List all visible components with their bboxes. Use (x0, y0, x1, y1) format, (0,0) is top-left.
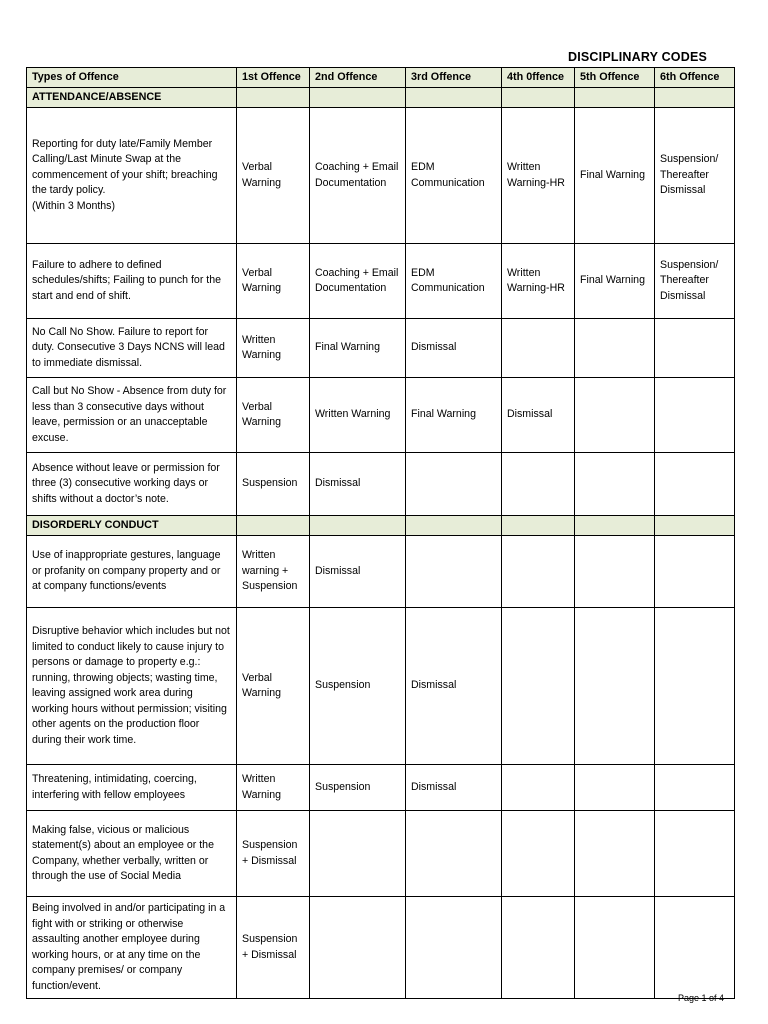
section-title: DISORDERLY CONDUCT (27, 516, 237, 536)
section-empty-cell (237, 88, 310, 108)
penalty-cell-offence-6 (655, 453, 735, 516)
penalty-cell-offence-3: EDM Communication (406, 244, 502, 319)
penalty-cell-offence-5 (575, 378, 655, 453)
penalty-cell-offence-2 (310, 811, 406, 897)
penalty-cell-offence-5 (575, 897, 655, 999)
penalty-cell-offence-3 (406, 897, 502, 999)
penalty-cell-offence-5 (575, 453, 655, 516)
table-row (27, 244, 735, 319)
table-row (27, 897, 735, 999)
section-empty-cell (406, 516, 502, 536)
section-empty-cell (502, 516, 575, 536)
penalty-cell-offence-4 (502, 765, 575, 811)
table-row (27, 608, 735, 765)
penalty-cell-offence-3: Dismissal (406, 765, 502, 811)
table-row (27, 108, 735, 244)
header-6th-offence: 6th Offence (655, 68, 735, 88)
header-types-of-offence: Types of Offence (27, 68, 237, 88)
penalty-cell-offence-2: Final Warning (310, 319, 406, 378)
offence-description: Reporting for duty late/Family Member Calling/Last Minute Swap at the commencement of your shift; breaching the tardy policy. (Within 3 Months) (27, 108, 237, 244)
penalty-cell-offence-3 (406, 536, 502, 608)
table-row (27, 378, 735, 453)
penalty-cell-offence-3 (406, 453, 502, 516)
page-number: Page 1 of 4 (678, 993, 725, 1003)
penalty-cell-offence-1: Verbal Warning (237, 608, 310, 765)
section-empty-cell (237, 516, 310, 536)
header-1st-offence: 1st Offence (237, 68, 310, 88)
penalty-cell-offence-6 (655, 765, 735, 811)
penalty-cell-offence-4 (502, 536, 575, 608)
penalty-cell-offence-1: Suspension + Dismissal (237, 811, 310, 897)
penalty-cell-offence-6: Suspension/ Thereafter Dismissal (655, 244, 735, 319)
section-empty-cell (310, 88, 406, 108)
penalty-cell-offence-4 (502, 811, 575, 897)
penalty-cell-offence-5 (575, 608, 655, 765)
penalty-cell-offence-4: Dismissal (502, 378, 575, 453)
penalty-cell-offence-6 (655, 811, 735, 897)
section-empty-cell (575, 88, 655, 108)
table-row (27, 765, 735, 811)
offence-description: Disruptive behavior which includes but not limited to conduct likely to cause injury to persons or damage to property e.g.: running, throwing objects; wasting time, leaving assigned work area during working hours without permission; visiting other agents on the production floor during their work time. (27, 608, 237, 765)
penalty-cell-offence-6 (655, 378, 735, 453)
offence-description: No Call No Show. Failure to report for duty. Consecutive 3 Days NCNS will lead to immediate dismissal. (27, 319, 237, 378)
penalty-cell-offence-5: Final Warning (575, 108, 655, 244)
section-header-row (27, 516, 735, 536)
section-title: ATTENDANCE/ABSENCE (27, 88, 237, 108)
penalty-cell-offence-4 (502, 453, 575, 516)
penalty-cell-offence-3: EDM Communication (406, 108, 502, 244)
section-empty-cell (502, 88, 575, 108)
penalty-cell-offence-6: Suspension/ Thereafter Dismissal (655, 108, 735, 244)
penalty-cell-offence-6 (655, 536, 735, 608)
disciplinary-codes-table (26, 67, 735, 999)
penalty-cell-offence-1: Verbal Warning (237, 108, 310, 244)
penalty-cell-offence-3 (406, 811, 502, 897)
penalty-cell-offence-1: Written warning + Suspension (237, 536, 310, 608)
section-empty-cell (310, 516, 406, 536)
penalty-cell-offence-4: Written Warning-HR (502, 108, 575, 244)
section-empty-cell (406, 88, 502, 108)
penalty-cell-offence-2: Dismissal (310, 536, 406, 608)
table-row (27, 453, 735, 516)
table-body (27, 88, 735, 999)
penalty-cell-offence-5: Final Warning (575, 244, 655, 319)
section-empty-cell (655, 516, 735, 536)
header-5th-offence: 5th Offence (575, 68, 655, 88)
penalty-cell-offence-2: Suspension (310, 765, 406, 811)
penalty-cell-offence-6 (655, 319, 735, 378)
penalty-cell-offence-6 (655, 608, 735, 765)
section-header-row (27, 88, 735, 108)
penalty-cell-offence-1: Written Warning (237, 319, 310, 378)
penalty-cell-offence-3: Final Warning (406, 378, 502, 453)
offence-description: Threatening, intimidating, coercing, interfering with fellow employees (27, 765, 237, 811)
penalty-cell-offence-4 (502, 897, 575, 999)
penalty-cell-offence-2: Coaching + Email Documentation (310, 108, 406, 244)
penalty-cell-offence-2: Dismissal (310, 453, 406, 516)
penalty-cell-offence-2: Written Warning (310, 378, 406, 453)
offence-description: Use of inappropriate gestures, language or profanity on company property and or at company functions/events (27, 536, 237, 608)
offence-description: Being involved in and/or participating in a fight with or striking or otherwise assaulting another employee during working hours, or at any time on the company premises/ or company function/event. (27, 897, 237, 999)
table-row (27, 811, 735, 897)
penalty-cell-offence-4: Written Warning-HR (502, 244, 575, 319)
penalty-cell-offence-4 (502, 319, 575, 378)
penalty-cell-offence-6 (655, 897, 735, 999)
penalty-cell-offence-2: Coaching + Email Documentation (310, 244, 406, 319)
penalty-cell-offence-2 (310, 897, 406, 999)
penalty-cell-offence-5 (575, 811, 655, 897)
offence-description: Absence without leave or permission for three (3) consecutive working days or shifts without a doctor’s note. (27, 453, 237, 516)
table-row (27, 319, 735, 378)
offence-description: Call but No Show - Absence from duty for less than 3 consecutive days without leave, permission or an unacceptable excuse. (27, 378, 237, 453)
section-empty-cell (655, 88, 735, 108)
header-4th-offence: 4th 0ffence (502, 68, 575, 88)
penalty-cell-offence-2: Suspension (310, 608, 406, 765)
penalty-cell-offence-1: Suspension + Dismissal (237, 897, 310, 999)
penalty-cell-offence-4 (502, 608, 575, 765)
penalty-cell-offence-1: Written Warning (237, 765, 310, 811)
header-3rd-offence: 3rd Offence (406, 68, 502, 88)
document-title: DISCIPLINARY CODES (568, 50, 708, 64)
section-empty-cell (575, 516, 655, 536)
penalty-cell-offence-3: Dismissal (406, 608, 502, 765)
penalty-cell-offence-1: Verbal Warning (237, 244, 310, 319)
penalty-cell-offence-5 (575, 536, 655, 608)
penalty-cell-offence-5 (575, 765, 655, 811)
penalty-cell-offence-1: Verbal Warning (237, 378, 310, 453)
offence-description: Failure to adhere to defined schedules/shifts; Failing to punch for the start and end of shift. (27, 244, 237, 319)
penalty-cell-offence-1: Suspension (237, 453, 310, 516)
penalty-cell-offence-5 (575, 319, 655, 378)
table-row (27, 536, 735, 608)
header-2nd-offence: 2nd Offence (310, 68, 406, 88)
penalty-cell-offence-3: Dismissal (406, 319, 502, 378)
table-header-row (27, 68, 735, 88)
offence-description: Making false, vicious or malicious statement(s) about an employee or the Company, whether verbally, written or through the use of Social Media (27, 811, 237, 897)
